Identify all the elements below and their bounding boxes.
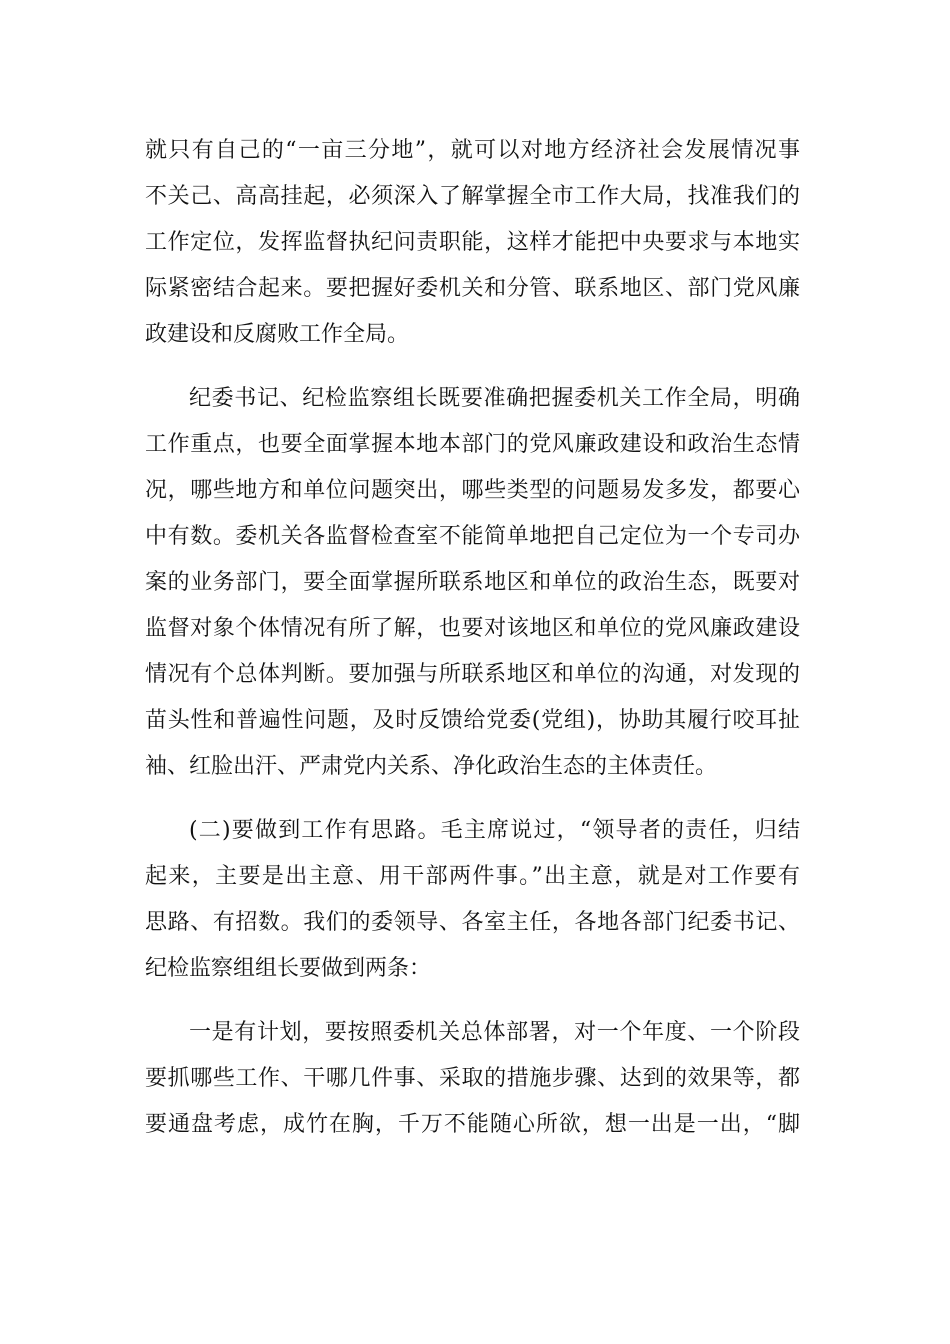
- text-line: 案的业务部门，要全面掌握所联系地区和单位的政治生态，既要对: [145, 570, 800, 595]
- text-line: 政建设和反腐败工作全局。: [145, 322, 410, 347]
- text-line: 工作定位，发挥监督执纪问责职能，这样才能把中央要求与本地实: [145, 230, 800, 255]
- text-line: 要通盘考虑，成竹在胸，千万不能随心所欲，想一出是一出，“脚: [145, 1112, 800, 1137]
- text-line: 况，哪些地方和单位问题突出，哪些类型的问题易发多发，都要心: [145, 478, 800, 503]
- text-line: 一是有计划，要按照委机关总体部署，对一个年度、一个阶段: [189, 1020, 800, 1045]
- text-line: 纪检监察组组长要做到两条：: [145, 956, 432, 981]
- text-line: 际紧密结合起来。要把握好委机关和分管、联系地区、部门党风廉: [145, 276, 800, 301]
- text-line: 袖、红脸出汗、严肃党内关系、净化政治生态的主体责任。: [145, 754, 718, 779]
- text-line: 就只有自己的“一亩三分地”，就可以对地方经济社会发展情况事: [145, 138, 800, 163]
- text-line: 监督对象个体情况有所了解，也要对该地区和单位的党风廉政建设: [145, 616, 800, 641]
- text-line: 情况有个总体判断。要加强与所联系地区和单位的沟通，对发现的: [145, 662, 800, 687]
- text-line: 要抓哪些工作、干哪几件事、采取的措施步骤、达到的效果等，都: [145, 1066, 800, 1091]
- paragraph-3: [145, 808, 800, 992]
- text-line: 中有数。委机关各监督检查室不能简单地把自己定位为一个专司办: [145, 524, 800, 549]
- text-line: (二)要做到工作有思路。毛主席说过，“领导者的责任，归结: [189, 818, 800, 843]
- text-line: 不关己、高高挂起，必须深入了解掌握全市工作大局，找准我们的: [145, 184, 800, 209]
- text-line: 苗头性和普遍性问题，及时反馈给党委(党组)，协助其履行咬耳扯: [145, 708, 800, 733]
- text-line: 纪委书记、纪检监察组长既要准确把握委机关工作全局，明确: [189, 386, 800, 411]
- text-line: 思路、有招数。我们的委领导、各室主任，各地各部门纪委书记、: [145, 910, 800, 935]
- paragraph-1: [145, 128, 800, 358]
- paragraph-4: [145, 1010, 800, 1148]
- text-line: 起来，主要是出主意、用干部两件事。”出主意，就是对工作要有: [145, 864, 800, 889]
- paragraph-2: [145, 376, 800, 790]
- text-line: 工作重点，也要全面掌握本地本部门的党风廉政建设和政治生态情: [145, 432, 800, 457]
- document-body: [145, 128, 800, 1166]
